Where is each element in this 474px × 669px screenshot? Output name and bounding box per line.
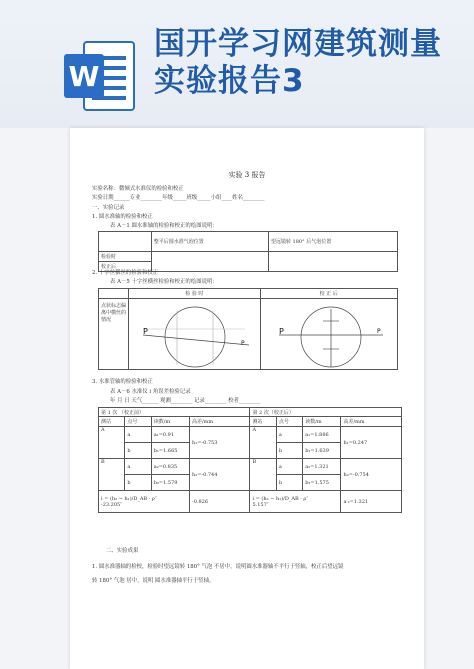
info-line: 实验日期______专业________年级_____班级_____小组____姓名________ [92,195,265,201]
t3-f2b: a′₂=1.321 [341,491,402,513]
formula1-text: i = (h₂ − h₁)/D_AB · ρ″ [101,495,157,502]
t2-col2: 校 正 后 [260,289,397,299]
t3-h5: 点号 [276,417,302,427]
formula1-result: -23.205″ [101,501,123,508]
t2-rowlabel: 点状标志偏离中横丝的情况 [99,299,129,370]
t3-point-b: b [125,443,151,459]
t3-station-a-2: A [250,427,276,459]
t3-h6: 读数/m [303,417,341,427]
crosshair-corrected-diagram [261,299,395,369]
t3-r-a2: a₂=0.835 [151,459,189,475]
t3-h2-val: h₂=-0.744 [190,459,250,491]
t3-formula1 [99,491,190,513]
table-2 [98,288,398,370]
t3-r2-b2: b₂=1.575 [303,475,341,491]
table3-caption: 表 A－6 水准仪 i 角误差检验记录 [110,389,191,395]
exp-name-label: 实验名称： [92,186,119,192]
t3-r2-b1: b₁=1.639 [303,443,341,459]
t3-station-b-2: B [250,459,276,491]
p-point-right: P [241,340,245,347]
t3-r2-a1: a₁=1.886 [303,427,341,443]
table-3 [98,407,402,513]
t3-r2-a2: a₂=1.321 [303,459,341,475]
formula2-text: i = (h₂ − h₁)/D_AB · ρ″ [252,495,309,502]
t3-point-b-4: b [276,475,302,491]
exp-name [92,186,184,193]
t3-h2: 读数/m [151,417,189,427]
t3-h1: 点号 [125,417,151,427]
t3-first: 第 1 次 （校正前） [99,408,250,417]
subsection-1-1: 1. 圆水准轴的检验和校正 [92,214,153,220]
p-point-left-corrected: P [278,327,284,336]
t3-f1b: -0.826 [190,491,250,513]
word-document-icon [62,38,136,114]
t3-r-b2: b₂=1.579 [151,475,189,491]
doc-title: 实验 3 报告 [228,171,266,179]
t3-point-b-2: b [276,443,302,459]
t3-r-b1: b₁=1.665 [151,443,189,459]
t1-col2: 望远镜转 180° 后气泡位置 [268,232,397,252]
t3-point-a-3: a [125,459,151,475]
p-point-left: P [143,327,148,336]
table-1 [98,231,398,272]
t3-h1-val: h₁=-0.753 [190,427,250,459]
p-point-right-corrected: P [376,328,381,335]
t1-row2: 校正后 [99,262,152,272]
table2-caption: 表 A－5 十字丝横丝检验和校正的绘图说明： [110,279,218,285]
t3-formula2 [250,491,341,513]
formula2-result: 5.157″ [252,501,269,508]
t1-col1: 整平后圆水准气泡位置 [151,232,268,252]
table1-caption: 表 A－1 圆水准轴的检验和校正的绘图说明： [110,223,218,229]
t3-point-b-3: b [125,475,151,491]
table3-meta: 年 月 日 天气______ 观测________ 记录________ 校者________ [110,398,261,404]
t1-row1: 检验时 [99,252,152,262]
t3-station-a: A [99,427,125,459]
t3-point-a-2: a [276,427,302,443]
page-title: 国开学习网建筑测量实验报告3 [154,26,442,99]
subsection-1-3: 3. 水准管轴的检验和校正 [92,379,153,385]
t3-r-a1: a₁=0.91 [151,427,189,443]
t3-h22-val: h₂=-0.754 [341,459,402,491]
t3-station-b: B [99,459,125,491]
word-icon-letter: W [68,60,100,93]
result-line-2: 转 180° 气泡 居中，说明 圆水准器轴平行于竖轴。 [92,578,215,584]
t3-h3: 高差/mm [190,417,250,427]
t3-point-a: a [125,427,151,443]
t3-h0: 测站 [99,417,125,427]
t3-h4: 测站 [250,417,276,427]
subsection-1-2: 2. 十字丝横丝的检验和校正 [92,270,159,276]
result-line-1: 1. 圆水准器轴的检校，检验时望远镜转 180° 气泡 不居中，说明圆水准器轴不平行于竖轴，校正后望远镜 [92,564,344,570]
section-2: 二、实验成果 [106,548,139,554]
section-1: 一、实验记录 [92,205,125,211]
t3-second: 第 2 次（校正后） [250,408,402,417]
exp-name-value: 微倾式水准仪的检验和校正 [118,186,184,192]
t2-col1: 检 验 时 [129,289,260,299]
report-page [70,128,424,669]
t3-h7: 高差/mm [341,417,402,427]
t3-h21-val: h₁=0.247 [341,427,402,459]
t3-point-a-4: a [276,459,302,475]
crosshair-check-diagram [129,299,257,369]
